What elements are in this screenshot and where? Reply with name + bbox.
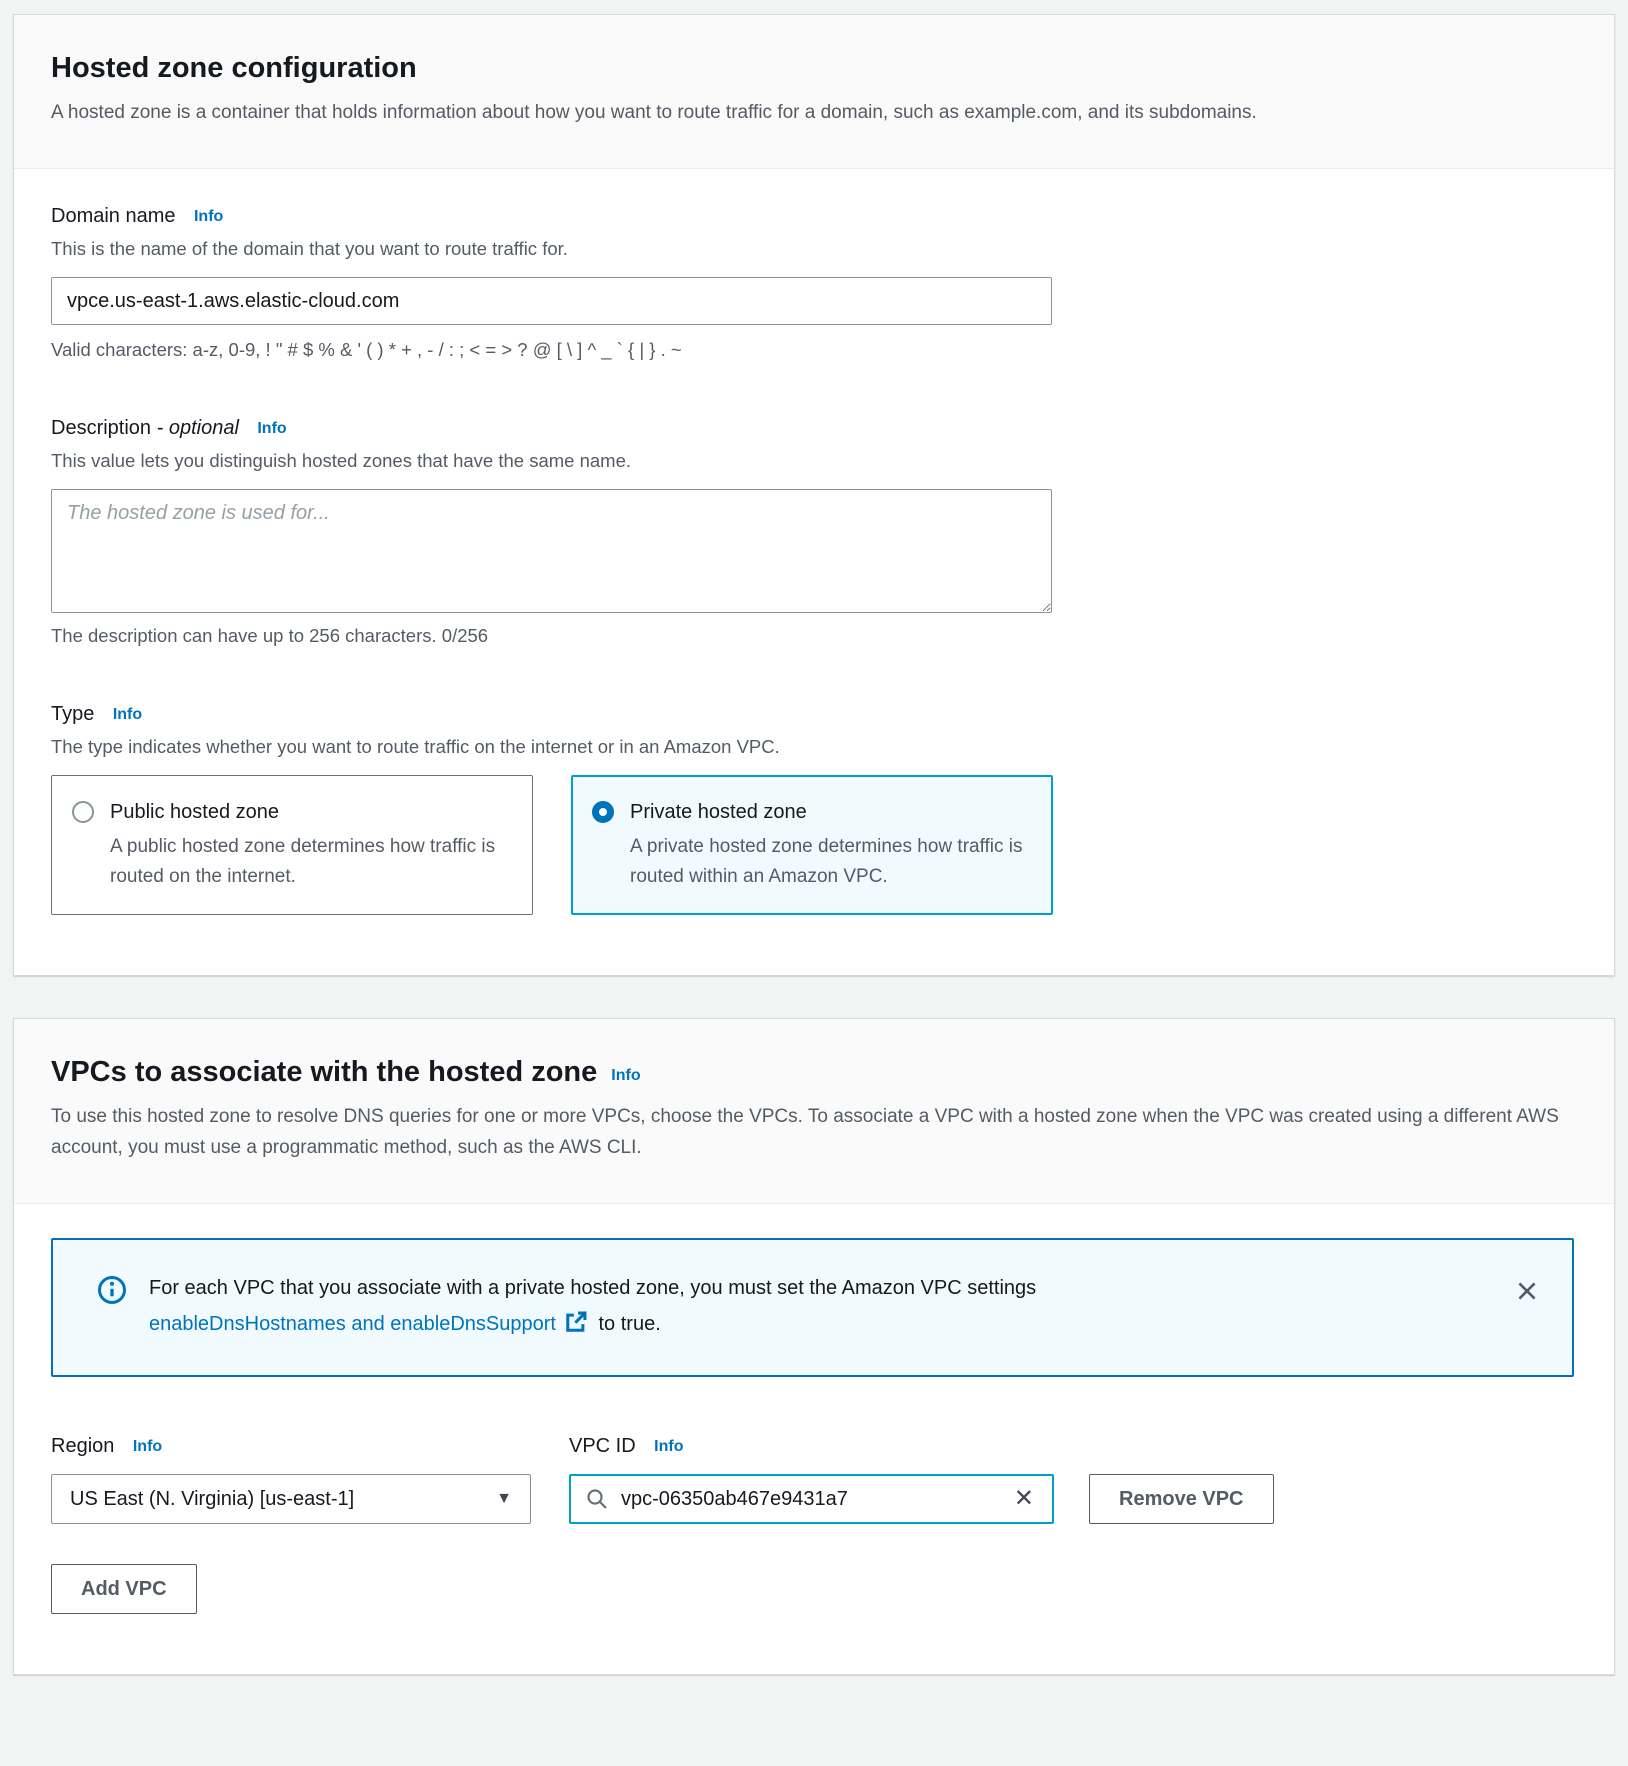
- private-hosted-zone-description: A private hosted zone determines how traffic is routed within an Amazon VPC.: [630, 836, 1023, 887]
- vpc-id-input[interactable]: [621, 1488, 1010, 1511]
- region-info-link[interactable]: Info: [132, 1438, 163, 1455]
- remove-vpc-button[interactable]: Remove VPC: [1089, 1474, 1274, 1524]
- vpc-settings-info-alert: [51, 1238, 1574, 1377]
- vpc-association-row: [51, 1433, 1577, 1524]
- private-hosted-zone-label: Private hosted zone: [630, 801, 807, 823]
- description-char-count: The description can have up to 256 characters. 0/256: [51, 625, 489, 646]
- region-column: [51, 1433, 531, 1524]
- chevron-down-icon: ▼: [496, 1490, 512, 1507]
- domain-name-input[interactable]: [51, 277, 1052, 325]
- vpc-id-field: [569, 1474, 1054, 1524]
- domain-name-field-group: [51, 203, 1577, 363]
- domain-name-label: Domain name: [51, 205, 176, 227]
- public-hosted-zone-description: A public hosted zone determines how traffic is routed on the internet.: [110, 836, 496, 887]
- hosted-zone-card-description: A hosted zone is a container that holds information about how you want to route traffic for a domain, such as example.com, and its subdomains.: [51, 102, 1257, 123]
- private-hosted-zone-option[interactable]: [571, 775, 1053, 915]
- description-label: [51, 417, 239, 439]
- hosted-zone-configuration-card: [13, 14, 1615, 976]
- info-circle-icon: [97, 1275, 127, 1310]
- vpcs-card-info-link[interactable]: Info: [611, 1067, 641, 1084]
- vpc-id-column: [569, 1433, 1054, 1524]
- add-vpc-button[interactable]: Add VPC: [51, 1564, 197, 1614]
- region-select[interactable]: [51, 1474, 531, 1524]
- vpc-id-label: VPC ID: [569, 1435, 636, 1457]
- region-label: Region: [51, 1435, 115, 1457]
- external-link-icon: [565, 1311, 587, 1343]
- clear-vpc-id-button[interactable]: ✕: [1010, 1487, 1038, 1511]
- vpc-id-info-link[interactable]: Info: [654, 1438, 684, 1455]
- alert-text-suffix: to true.: [592, 1313, 661, 1335]
- description-help-text: This value lets you distinguish hosted zones that have the same name.: [51, 450, 632, 471]
- description-textarea[interactable]: [51, 489, 1052, 613]
- alert-close-button[interactable]: [1510, 1274, 1544, 1311]
- type-label: Type: [51, 703, 95, 725]
- radio-checked-icon[interactable]: [592, 801, 614, 823]
- domain-valid-characters-text: Valid characters: a-z, 0-9, ! " # $ % & ' ( ) * + , - / : ; < = > ? @ [ \ ] ^ _ ` { | } . ~: [51, 339, 682, 360]
- public-hosted-zone-label: Public hosted zone: [110, 801, 280, 823]
- public-hosted-zone-option[interactable]: [51, 775, 533, 915]
- region-selected-value: US East (N. Virginia) [us-east-1]: [70, 1487, 355, 1510]
- close-icon: [1514, 1278, 1540, 1304]
- description-optional-text: - optional: [156, 417, 239, 439]
- domain-name-info-link[interactable]: Info: [193, 208, 224, 225]
- hosted-zone-card-title: Hosted zone configuration: [51, 52, 417, 84]
- vpcs-card-title: VPCs to associate with the hosted zone: [51, 1056, 598, 1088]
- domain-name-help-text: This is the name of the domain that you want to route traffic for.: [51, 238, 568, 259]
- hosted-zone-card-body: [14, 169, 1614, 975]
- enable-dns-settings-link[interactable]: enableDnsHostnames and enableDnsSupport: [149, 1313, 556, 1335]
- vpcs-card-header: [14, 1019, 1614, 1204]
- description-label-text: Description: [51, 417, 152, 439]
- type-radio-group: [51, 775, 1577, 915]
- hosted-zone-card-header: [14, 15, 1614, 169]
- vpcs-card-description: To use this hosted zone to resolve DNS queries for one or more VPCs, choose the VPCs. To associate a VPC with a hosted zone when the VPC was created using a different AWS account, you must use a programmatic method, such as the AWS CLI.: [51, 1106, 1559, 1158]
- type-help-text: The type indicates whether you want to route traffic on the internet or in an Amazon VPC.: [51, 736, 780, 757]
- type-info-link[interactable]: Info: [112, 706, 143, 723]
- search-icon: [585, 1487, 609, 1511]
- type-field-group: [51, 701, 1577, 915]
- alert-text-line: For each VPC that you associate with a private hosted zone, you must set the Amazon VPC settings: [149, 1277, 1037, 1299]
- radio-unchecked-icon[interactable]: [72, 801, 94, 823]
- description-field-group: [51, 415, 1577, 649]
- description-info-link[interactable]: Info: [257, 420, 287, 437]
- vpcs-card-body: [14, 1204, 1614, 1674]
- alert-message: [149, 1272, 1490, 1343]
- vpcs-associate-card: [13, 1018, 1615, 1675]
